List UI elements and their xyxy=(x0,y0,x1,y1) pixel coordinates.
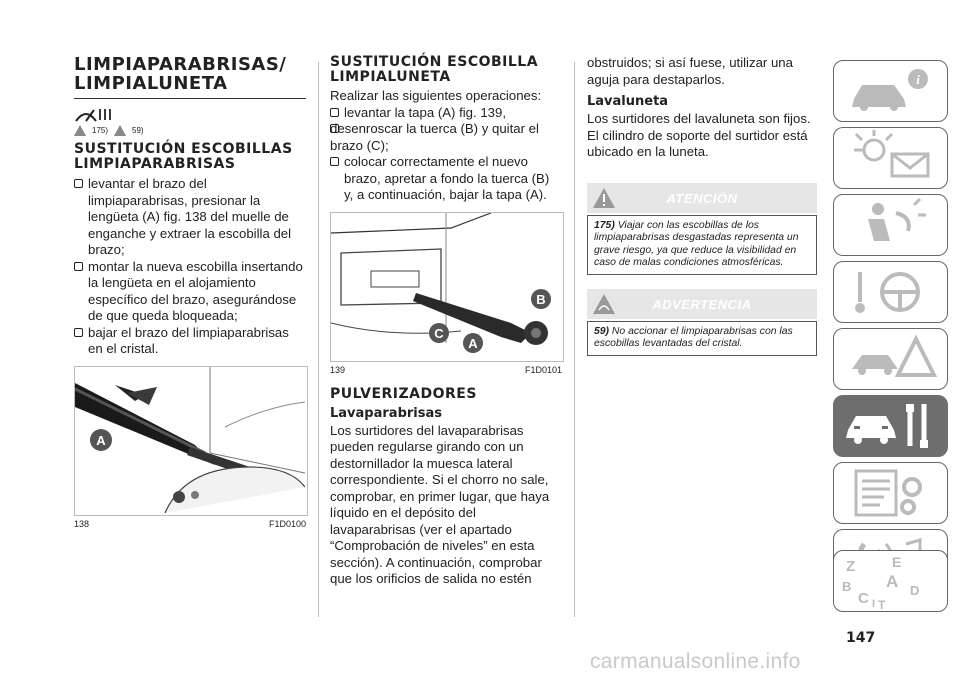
section-title: PULVERIZADORES xyxy=(330,385,477,402)
column-1 xyxy=(74,55,306,529)
svg-text:i: i xyxy=(916,72,920,87)
figure-label-a: A xyxy=(468,335,478,351)
index-letter: B xyxy=(842,579,852,594)
index-tab[interactable] xyxy=(833,550,948,612)
subheading: Lavaparabrisas xyxy=(330,405,442,421)
warning-box xyxy=(587,289,817,356)
emergency-tab[interactable] xyxy=(833,328,948,390)
list-item: montar la nueva escobilla insertando la lengüeta en el alojamiento específico del brazo, asegurándose de que queda bloqueada; xyxy=(74,259,306,325)
attention-box xyxy=(587,183,817,275)
warning-text: No accionar el limpiaparabrisas con las escobillas levantadas del cristal. xyxy=(594,325,793,349)
body-paragraph: Los surtidores del lavaparabrisas pueden regularse girando con un destornillador la muesca lateral correspondiente. Si el chorro no sale, comprobar, en primer lugar, que haya líquido en el depósito del lavaparabrisas (ver el apartado “Comprobación de niveles” en esta sección). A continuación, comprobar que los orificios de salida no estén xyxy=(330,422,550,586)
figure-code: F1D0100 xyxy=(268,518,306,529)
attention-header xyxy=(587,183,817,213)
index-letter: A xyxy=(886,572,899,591)
seat-airbag-icon xyxy=(834,195,947,255)
column-divider xyxy=(318,62,319,617)
figure-label-c: C xyxy=(434,325,444,341)
warning-text-box xyxy=(587,321,817,356)
technical-data-tab[interactable] xyxy=(833,462,948,524)
figure-139 xyxy=(330,212,564,362)
warning-title: ADVERTENCIA xyxy=(652,296,752,312)
figure-label-b: B xyxy=(536,291,546,307)
lights-messages-tab[interactable] xyxy=(833,127,948,189)
column-3 xyxy=(587,55,817,356)
watermark: carmanualsonline.info xyxy=(590,650,801,673)
body-paragraph: obstruidos; si así fuese, utilizar una aguja para destaparlos. xyxy=(587,55,793,87)
starting-driving-tab[interactable] xyxy=(833,261,948,323)
index-letter: C xyxy=(858,590,869,607)
wiper-symbol-icon xyxy=(74,105,116,123)
list-item: colocar correctamente el nuevo brazo, apretar a fondo la tuerca (B) y, a continuación, bajar la tapa (A). xyxy=(330,154,562,204)
body-paragraph: Los surtidores del lavaluneta son fijos. El cilindro de soporte del surtidor está ubicado en la luneta. xyxy=(587,111,811,159)
subsection-title: SUSTITUCIÓN ESCOBILLAS LIMPIAPARABRISAS xyxy=(74,141,293,172)
intro-text: Realizar las siguientes operaciones: xyxy=(330,88,542,103)
attention-text: Viajar con las escobillas de los limpiaparabrisas desgastadas representa un grave riesgo, ya que reduce la visibilidad en caso de malas condiciones atmosféricas. xyxy=(594,219,799,268)
attention-text-box xyxy=(587,215,817,275)
figure-number: 138 xyxy=(74,518,90,529)
car-wrench-icon xyxy=(834,396,947,456)
caution-triangle-icon xyxy=(114,125,126,136)
title-rule xyxy=(74,98,306,99)
safety-airbag-tab[interactable] xyxy=(833,194,948,256)
page-number: 147 xyxy=(846,630,876,646)
column-2 xyxy=(330,55,562,588)
reference-icons xyxy=(74,105,306,123)
warning-lights-icon xyxy=(834,128,947,188)
list-item: bajar el brazo del limpiaparabrisas en el cristal. xyxy=(74,325,306,358)
warning-header xyxy=(587,289,817,319)
figure-caption xyxy=(74,519,306,529)
list-item: levantar el brazo del limpiaparabrisas, presionar la lengüeta (A) fig. 138 del muelle de enganche y extraer la escobilla del brazo; xyxy=(74,176,306,259)
figure-138 xyxy=(74,366,308,516)
column-divider xyxy=(574,62,575,617)
note-references xyxy=(74,125,306,136)
ref-175: 175) xyxy=(92,126,109,135)
alphabet-index-icon xyxy=(834,551,947,611)
warning-ref: 59) xyxy=(594,325,610,337)
subsection-title: SUSTITUCIÓN ESCOBILLA LIMPIALUNETA xyxy=(330,54,539,85)
section-title: LIMPIAPARABRISAS/ LIMPIALUNETA xyxy=(74,54,287,94)
index-letter: T xyxy=(878,598,886,611)
figure-number: 139 xyxy=(330,364,346,375)
attention-title: ATENCIÓN xyxy=(666,190,738,206)
list-item: levantar la tapa (A) fig. 139, xyxy=(330,105,562,122)
attention-ref: 175) xyxy=(594,219,615,231)
figure-caption xyxy=(330,365,562,375)
document-gears-icon xyxy=(834,463,947,523)
car-info-icon xyxy=(834,61,947,121)
warning-triangle-icon xyxy=(74,125,86,136)
figure-code: F1D0101 xyxy=(524,364,562,375)
emergency-triangle-icon xyxy=(834,329,947,389)
rear-wiper-illustration xyxy=(331,213,561,359)
subheading: Lavaluneta xyxy=(587,94,669,109)
wiper-blade-illustration xyxy=(75,367,305,513)
index-letter: E xyxy=(892,554,902,570)
ref-59: 59) xyxy=(132,126,144,135)
car-info-tab[interactable] xyxy=(833,60,948,122)
list-item-continuation: desenroscar la tuerca (B) y quitar el brazo (C); xyxy=(330,121,562,154)
index-letter: Z xyxy=(846,558,856,575)
maintenance-tab[interactable] xyxy=(833,395,948,457)
index-letter: D xyxy=(910,583,920,598)
figure-label-a: A xyxy=(96,432,106,448)
index-letter: I xyxy=(872,598,876,610)
steering-wheel-icon xyxy=(834,262,947,322)
